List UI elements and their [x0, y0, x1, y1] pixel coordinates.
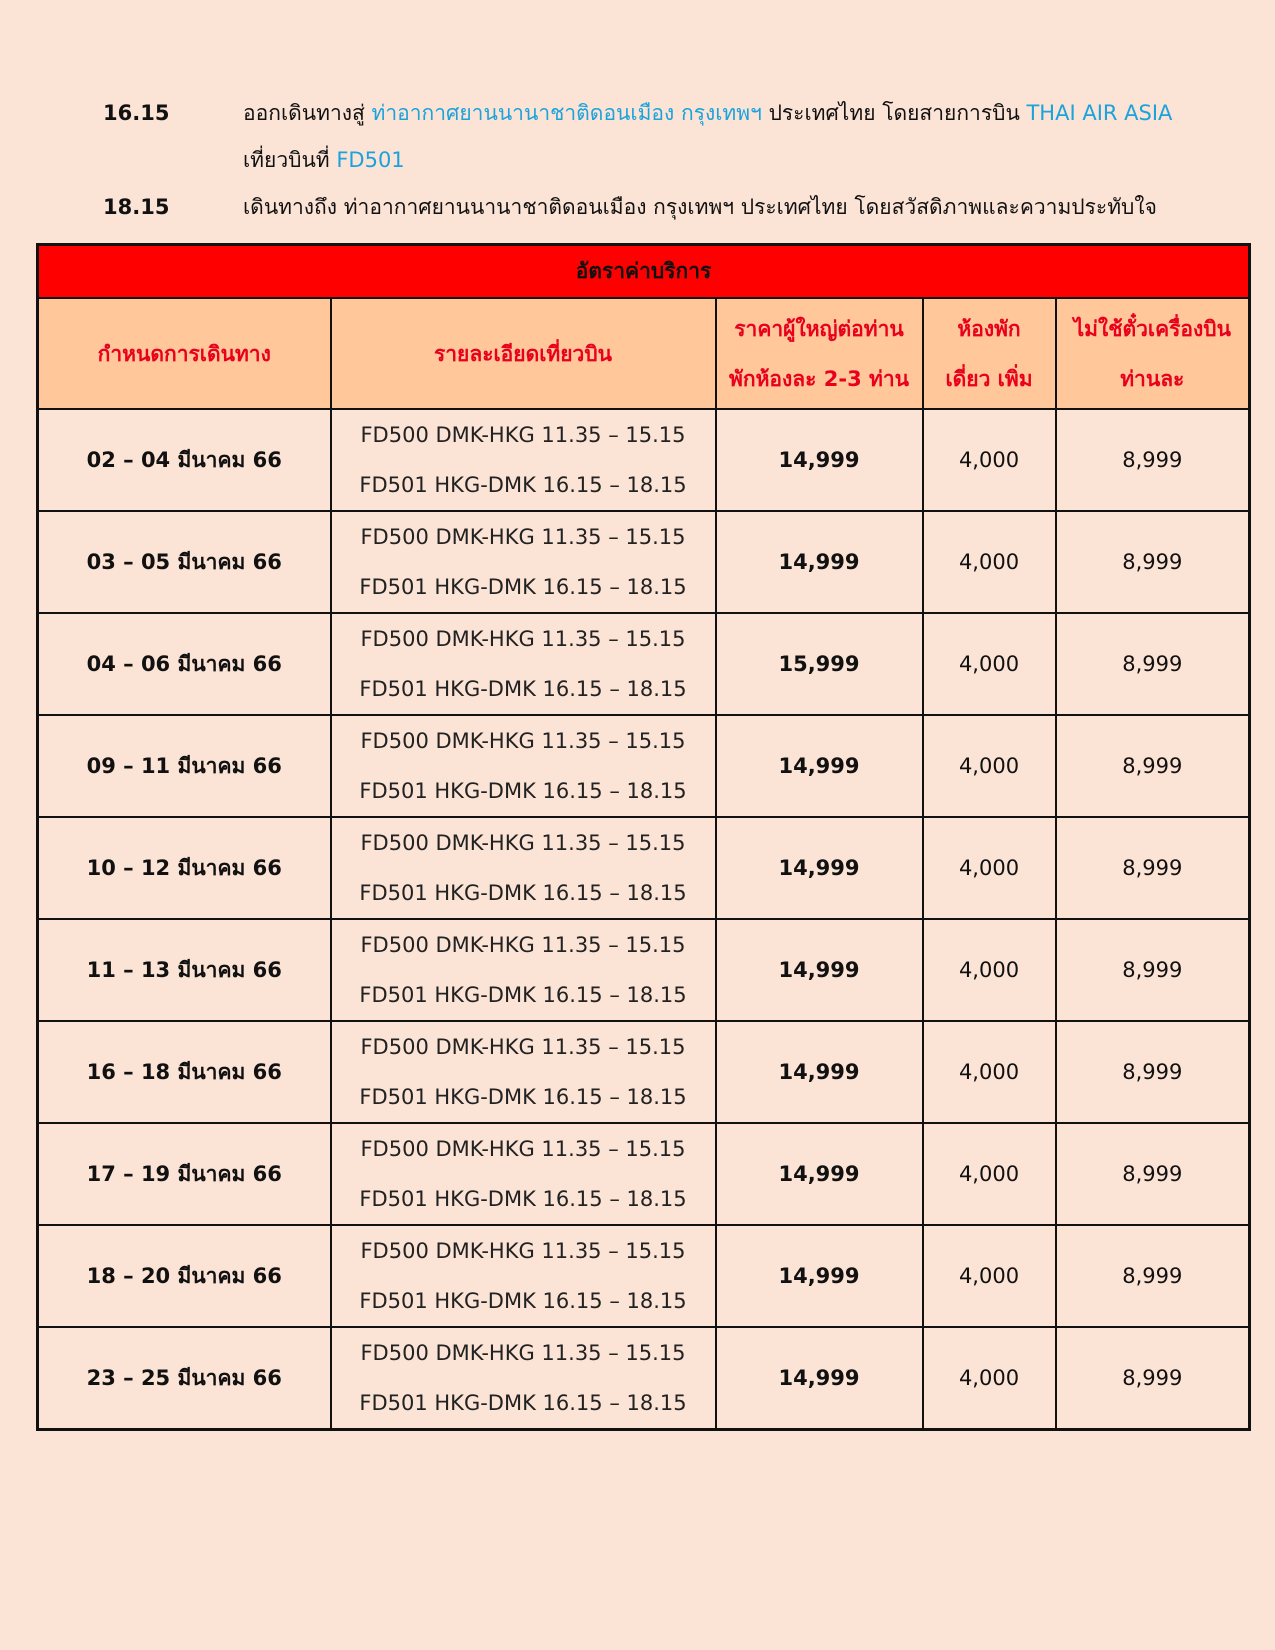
header-line: เดี่ยว เพิ่ม	[945, 366, 1033, 391]
itinerary-text-part: ออกเดินทางสู่	[243, 101, 372, 125]
cell-no-ticket: 8,999	[1056, 1327, 1250, 1430]
cell-single-room: 4,000	[923, 715, 1056, 817]
cell-flight-details	[331, 1225, 716, 1327]
cell-travel-date: 02 – 04 มีนาคม 66	[38, 409, 331, 511]
flight-line: FD501 HKG-DMK 16.15 – 18.15	[359, 1187, 687, 1211]
cell-adult-price: 14,999	[716, 511, 923, 613]
header-line: ห้องพัก	[957, 316, 1021, 341]
itinerary-text	[243, 184, 1203, 231]
cell-adult-price: 14,999	[716, 919, 923, 1021]
cell-single-room: 4,000	[923, 919, 1056, 1021]
itinerary-time: 18.15	[103, 195, 170, 219]
cell-flight-details	[331, 1327, 716, 1430]
cell-no-ticket: 8,999	[1056, 613, 1250, 715]
cell-adult-price: 14,999	[716, 409, 923, 511]
cell-single-room: 4,000	[923, 613, 1056, 715]
table-row	[38, 1123, 1250, 1225]
cell-single-room: 4,000	[923, 409, 1056, 511]
cell-single-room: 4,000	[923, 1021, 1056, 1123]
cell-travel-date: 09 – 11 มีนาคม 66	[38, 715, 331, 817]
flight-line: FD500 DMK-HKG 11.35 – 15.15	[360, 1239, 686, 1263]
itinerary-section	[103, 90, 1203, 231]
cell-no-ticket: 8,999	[1056, 1021, 1250, 1123]
flight-line: FD500 DMK-HKG 11.35 – 15.15	[360, 933, 686, 957]
header-line: ไม่ใช้ตั๋วเครื่องบิน	[1073, 316, 1231, 341]
cell-adult-price: 14,999	[716, 1225, 923, 1327]
itinerary-row	[103, 90, 1203, 137]
header-line: กำหนดการเดินทาง	[97, 341, 271, 366]
table-row	[38, 817, 1250, 919]
table-title-row	[38, 245, 1250, 299]
flight-line: FD501 HKG-DMK 16.15 – 18.15	[359, 1391, 687, 1415]
cell-no-ticket: 8,999	[1056, 1123, 1250, 1225]
cell-no-ticket: 8,999	[1056, 919, 1250, 1021]
table-row	[38, 1327, 1250, 1430]
itinerary-time: 16.15	[103, 101, 170, 125]
header-no-ticket	[1056, 298, 1250, 409]
flight-line: FD501 HKG-DMK 16.15 – 18.15	[359, 1085, 687, 1109]
table-title: อัตราค่าบริการ	[38, 245, 1250, 299]
cell-adult-price: 14,999	[716, 715, 923, 817]
cell-single-room: 4,000	[923, 1123, 1056, 1225]
table-row	[38, 919, 1250, 1021]
itinerary-text-part: ประเทศไทย โดยสายการบิน	[761, 101, 1027, 125]
flight-line: FD501 HKG-DMK 16.15 – 18.15	[359, 983, 687, 1007]
price-table	[36, 243, 1251, 1431]
flight-line: FD500 DMK-HKG 11.35 – 15.15	[360, 525, 686, 549]
cell-travel-date: 23 – 25 มีนาคม 66	[38, 1327, 331, 1430]
cell-flight-details	[331, 409, 716, 511]
cell-adult-price: 14,999	[716, 1123, 923, 1225]
header-line: พักห้องละ 2-3 ท่าน	[729, 366, 909, 391]
flight-line: FD501 HKG-DMK 16.15 – 18.15	[359, 881, 687, 905]
cell-single-room: 4,000	[923, 817, 1056, 919]
flight-line: FD501 HKG-DMK 16.15 – 18.15	[359, 1289, 687, 1313]
flight-line: FD500 DMK-HKG 11.35 – 15.15	[360, 1137, 686, 1161]
flight-line: FD501 HKG-DMK 16.15 – 18.15	[359, 677, 687, 701]
cell-travel-date: 16 – 18 มีนาคม 66	[38, 1021, 331, 1123]
table-header-row	[38, 298, 1250, 409]
flight-line: FD501 HKG-DMK 16.15 – 18.15	[359, 575, 687, 599]
flight-line: FD501 HKG-DMK 16.15 – 18.15	[359, 779, 687, 803]
cell-flight-details	[331, 919, 716, 1021]
cell-flight-details	[331, 1123, 716, 1225]
header-adult-price	[716, 298, 923, 409]
table-row	[38, 511, 1250, 613]
table-row	[38, 1021, 1250, 1123]
cell-flight-details	[331, 511, 716, 613]
itinerary-text-part: เที่ยวบินที่	[243, 148, 337, 172]
header-line: รายละเอียดเที่ยวบิน	[433, 341, 613, 366]
cell-adult-price: 15,999	[716, 613, 923, 715]
cell-single-room: 4,000	[923, 1225, 1056, 1327]
itinerary-highlight: ท่าอากาศยานนานาชาติดอนเมือง กรุงเทพฯ	[371, 101, 762, 125]
header-line: ราคาผู้ใหญ่ต่อท่าน	[734, 316, 904, 341]
cell-no-ticket: 8,999	[1056, 715, 1250, 817]
cell-travel-date: 17 – 19 มีนาคม 66	[38, 1123, 331, 1225]
itinerary-continuation	[103, 137, 1203, 184]
header-travel-date	[38, 298, 331, 409]
flight-line: FD501 HKG-DMK 16.15 – 18.15	[359, 473, 687, 497]
header-line: ท่านละ	[1120, 366, 1185, 391]
cell-flight-details	[331, 1021, 716, 1123]
itinerary-row	[103, 184, 1203, 231]
flight-line: FD500 DMK-HKG 11.35 – 15.15	[360, 1035, 686, 1059]
flight-line: FD500 DMK-HKG 11.35 – 15.15	[360, 627, 686, 651]
table-body	[38, 409, 1250, 1430]
itinerary-text	[243, 90, 1203, 137]
itinerary-highlight: FD501	[336, 148, 405, 172]
header-flight-details	[331, 298, 716, 409]
cell-flight-details	[331, 613, 716, 715]
cell-travel-date: 11 – 13 มีนาคม 66	[38, 919, 331, 1021]
table-row	[38, 409, 1250, 511]
cell-no-ticket: 8,999	[1056, 511, 1250, 613]
cell-flight-details	[331, 817, 716, 919]
header-single-room	[923, 298, 1056, 409]
flight-line: FD500 DMK-HKG 11.35 – 15.15	[360, 831, 686, 855]
table-row	[38, 715, 1250, 817]
cell-no-ticket: 8,999	[1056, 409, 1250, 511]
flight-line: FD500 DMK-HKG 11.35 – 15.15	[360, 1341, 686, 1365]
cell-no-ticket: 8,999	[1056, 817, 1250, 919]
itinerary-text-part: เดินทางถึง ท่าอากาศยานนานาชาติดอนเมือง กรุงเทพฯ ประเทศไทย โดยสวัสดิภาพและความประทับใจ	[243, 195, 1157, 219]
table-row	[38, 613, 1250, 715]
cell-travel-date: 04 – 06 มีนาคม 66	[38, 613, 331, 715]
cell-flight-details	[331, 715, 716, 817]
cell-travel-date: 03 – 05 มีนาคม 66	[38, 511, 331, 613]
table-row	[38, 1225, 1250, 1327]
cell-no-ticket: 8,999	[1056, 1225, 1250, 1327]
cell-travel-date: 10 – 12 มีนาคม 66	[38, 817, 331, 919]
cell-adult-price: 14,999	[716, 1327, 923, 1430]
flight-line: FD500 DMK-HKG 11.35 – 15.15	[360, 729, 686, 753]
cell-adult-price: 14,999	[716, 1021, 923, 1123]
flight-line: FD500 DMK-HKG 11.35 – 15.15	[360, 423, 686, 447]
cell-single-room: 4,000	[923, 511, 1056, 613]
cell-single-room: 4,000	[923, 1327, 1056, 1430]
itinerary-highlight: THAI AIR ASIA	[1026, 101, 1173, 125]
cell-travel-date: 18 – 20 มีนาคม 66	[38, 1225, 331, 1327]
cell-adult-price: 14,999	[716, 817, 923, 919]
